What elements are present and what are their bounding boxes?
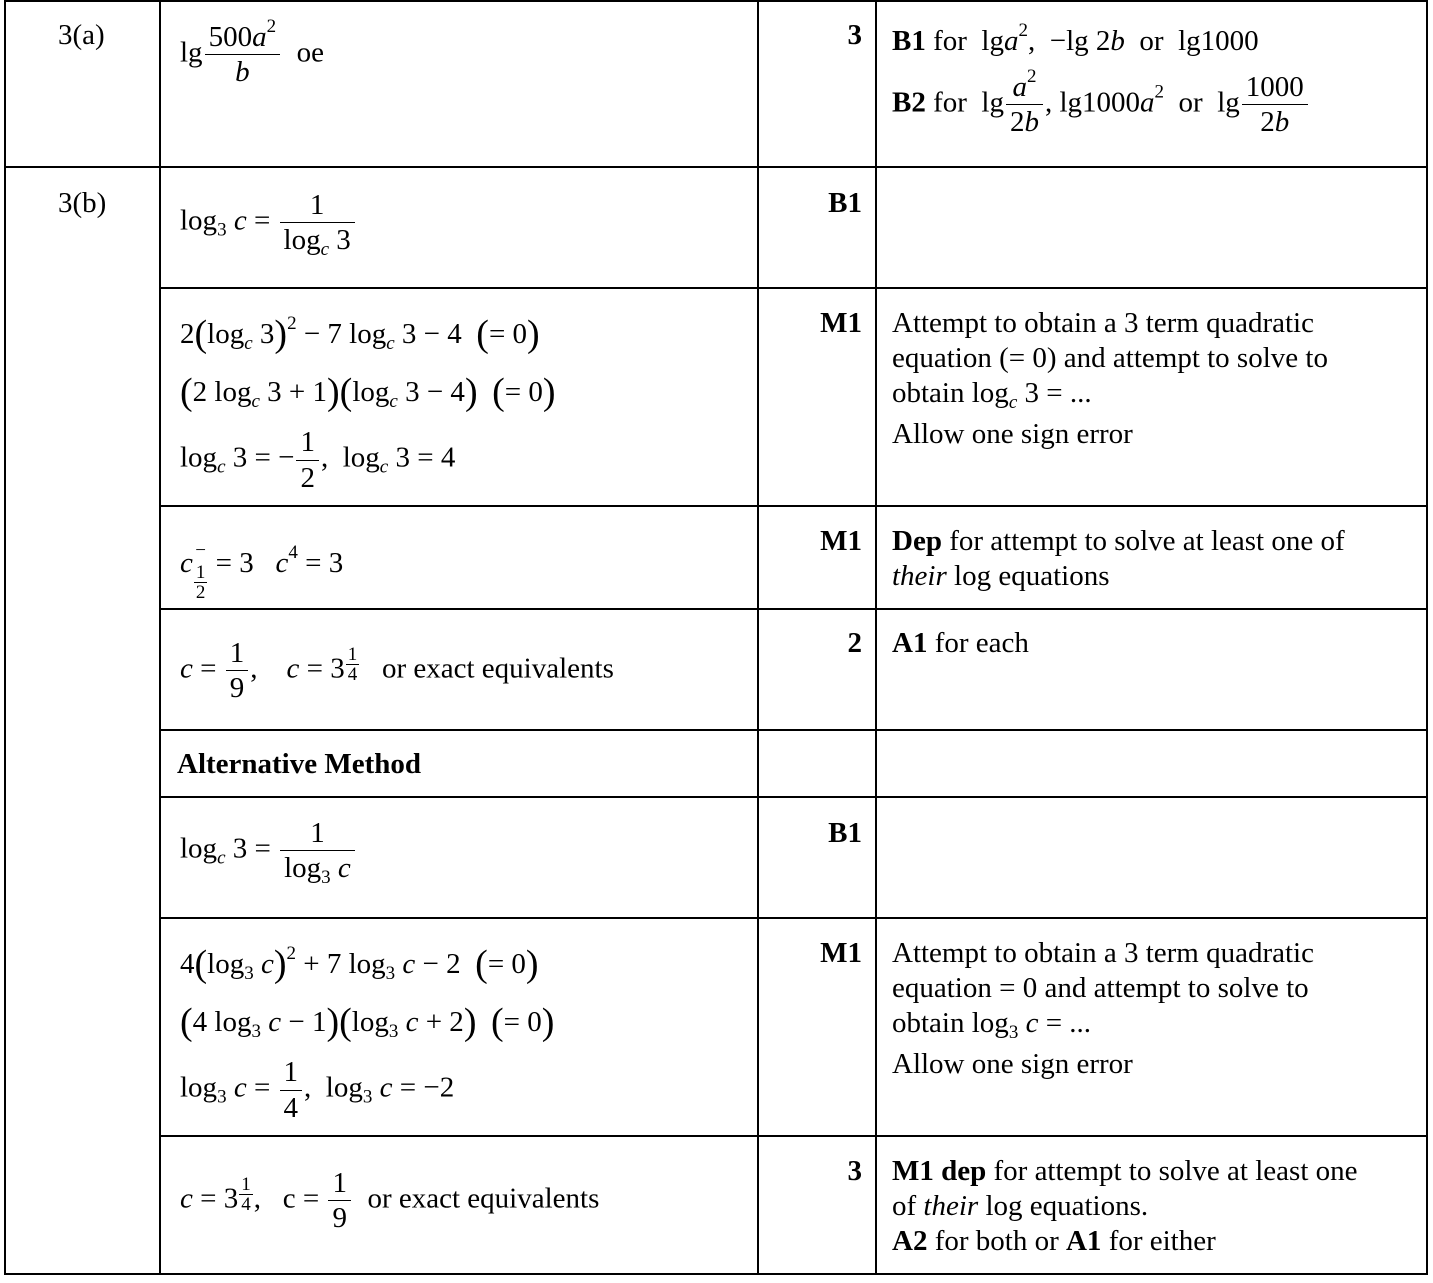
guidance-m1: Attempt to obtain a 3 term quadratic equation (= 0) and attempt to solve to obtain $\log_c 3$ = ... Allow one sign error [892,307,1328,450]
mark: B1 [828,187,862,219]
rule [160,729,1428,731]
answer-suffix: or exact equivalents [381,652,614,685]
mark: M1 [820,307,862,339]
question-label: 3(a) [58,19,105,51]
rule [160,287,1428,289]
rule [160,505,1428,507]
answer-3a: lg $\frac{500a^2}{b}$ oe [180,16,324,89]
answer-suffix: or exact equivalents [367,1182,600,1215]
rule [4,0,6,1275]
answer-suffix: oe [296,36,324,69]
rule [875,0,877,1275]
rule [4,1273,1428,1275]
alternative-method-heading: Alternative Method [177,748,422,780]
mark: 3 [847,19,862,51]
guidance-m1-alt: Attempt to obtain a 3 term quadratic equation = 0 and attempt to solve to obtain $\log_3 c$ = ... Allow one sign error [892,937,1314,1080]
rule [160,917,1428,919]
rule [160,1135,1428,1137]
mark: M1 [820,525,862,557]
answer-line: c − $\frac{1}{2}$ = 3 $c^4 = 3$ [180,540,344,603]
guidance-b2: B2 for lg $\frac{a^2}{2b}$ , $\lg 1000a^2$ or lg $\frac{1000}{2b}$ [892,72,1310,138]
rule [160,608,1428,610]
mark: M1 [820,937,862,969]
mark: B1 [828,817,862,849]
rule [159,0,161,1275]
rule [1426,0,1428,1275]
mark: 3 [847,1155,862,1187]
rule [4,166,1428,168]
answer-line: c = 3 $\frac{1}{4}$ , c = $\frac{1}{9}$ or exact equivalents [180,1167,600,1235]
guidance-dep: Dep for attempt to solve at least one of their log equations [892,525,1345,592]
answer-line: c = $\frac{1}{9}$ , c = 3 $\frac{1}{4}$ or exact equivalents [180,637,614,705]
mark: 2 [847,627,862,659]
answer-line: $\log_c 3$ = $\frac{1}{\log_3 c}$ [180,818,357,884]
answer-block: $2(\log_c$ 3)$^2$ − 7 $\log_c 3 - 4$ (= 0) (2 $\log_c 3 + 1)(\log_c$ 3 − 4) (= 0) $\log_c 3$ = − $\frac{1}{2}$ , $\log_c 3 = 4$ [180,313,556,494]
guidance-a1: A1 for each [892,627,1029,659]
question-label: 3(b) [58,187,107,219]
guidance-b1: B1 for lga$^2$, −lg 2b or lg1000 [892,20,1259,57]
rule [4,0,1428,2]
rule [757,0,759,1275]
guidance-final: M1 dep for attempt to solve at least one of their log equations. A2 for both or A1 for either [892,1155,1358,1257]
rule [160,796,1428,798]
answer-block: $4(\log_3$ c)$^2$ + 7 $\log_3 c - 2$ (= 0) (4 $\log_3 c - 1)(\log_3$ c + 2) (= 0) $\log_3 c$ = $\frac{1}{4}$ , $\log_3 c = -2$ [180,943,555,1124]
answer-line: $\log_3 c$ = $\frac{1}{\log_c 3}$ [180,190,357,256]
